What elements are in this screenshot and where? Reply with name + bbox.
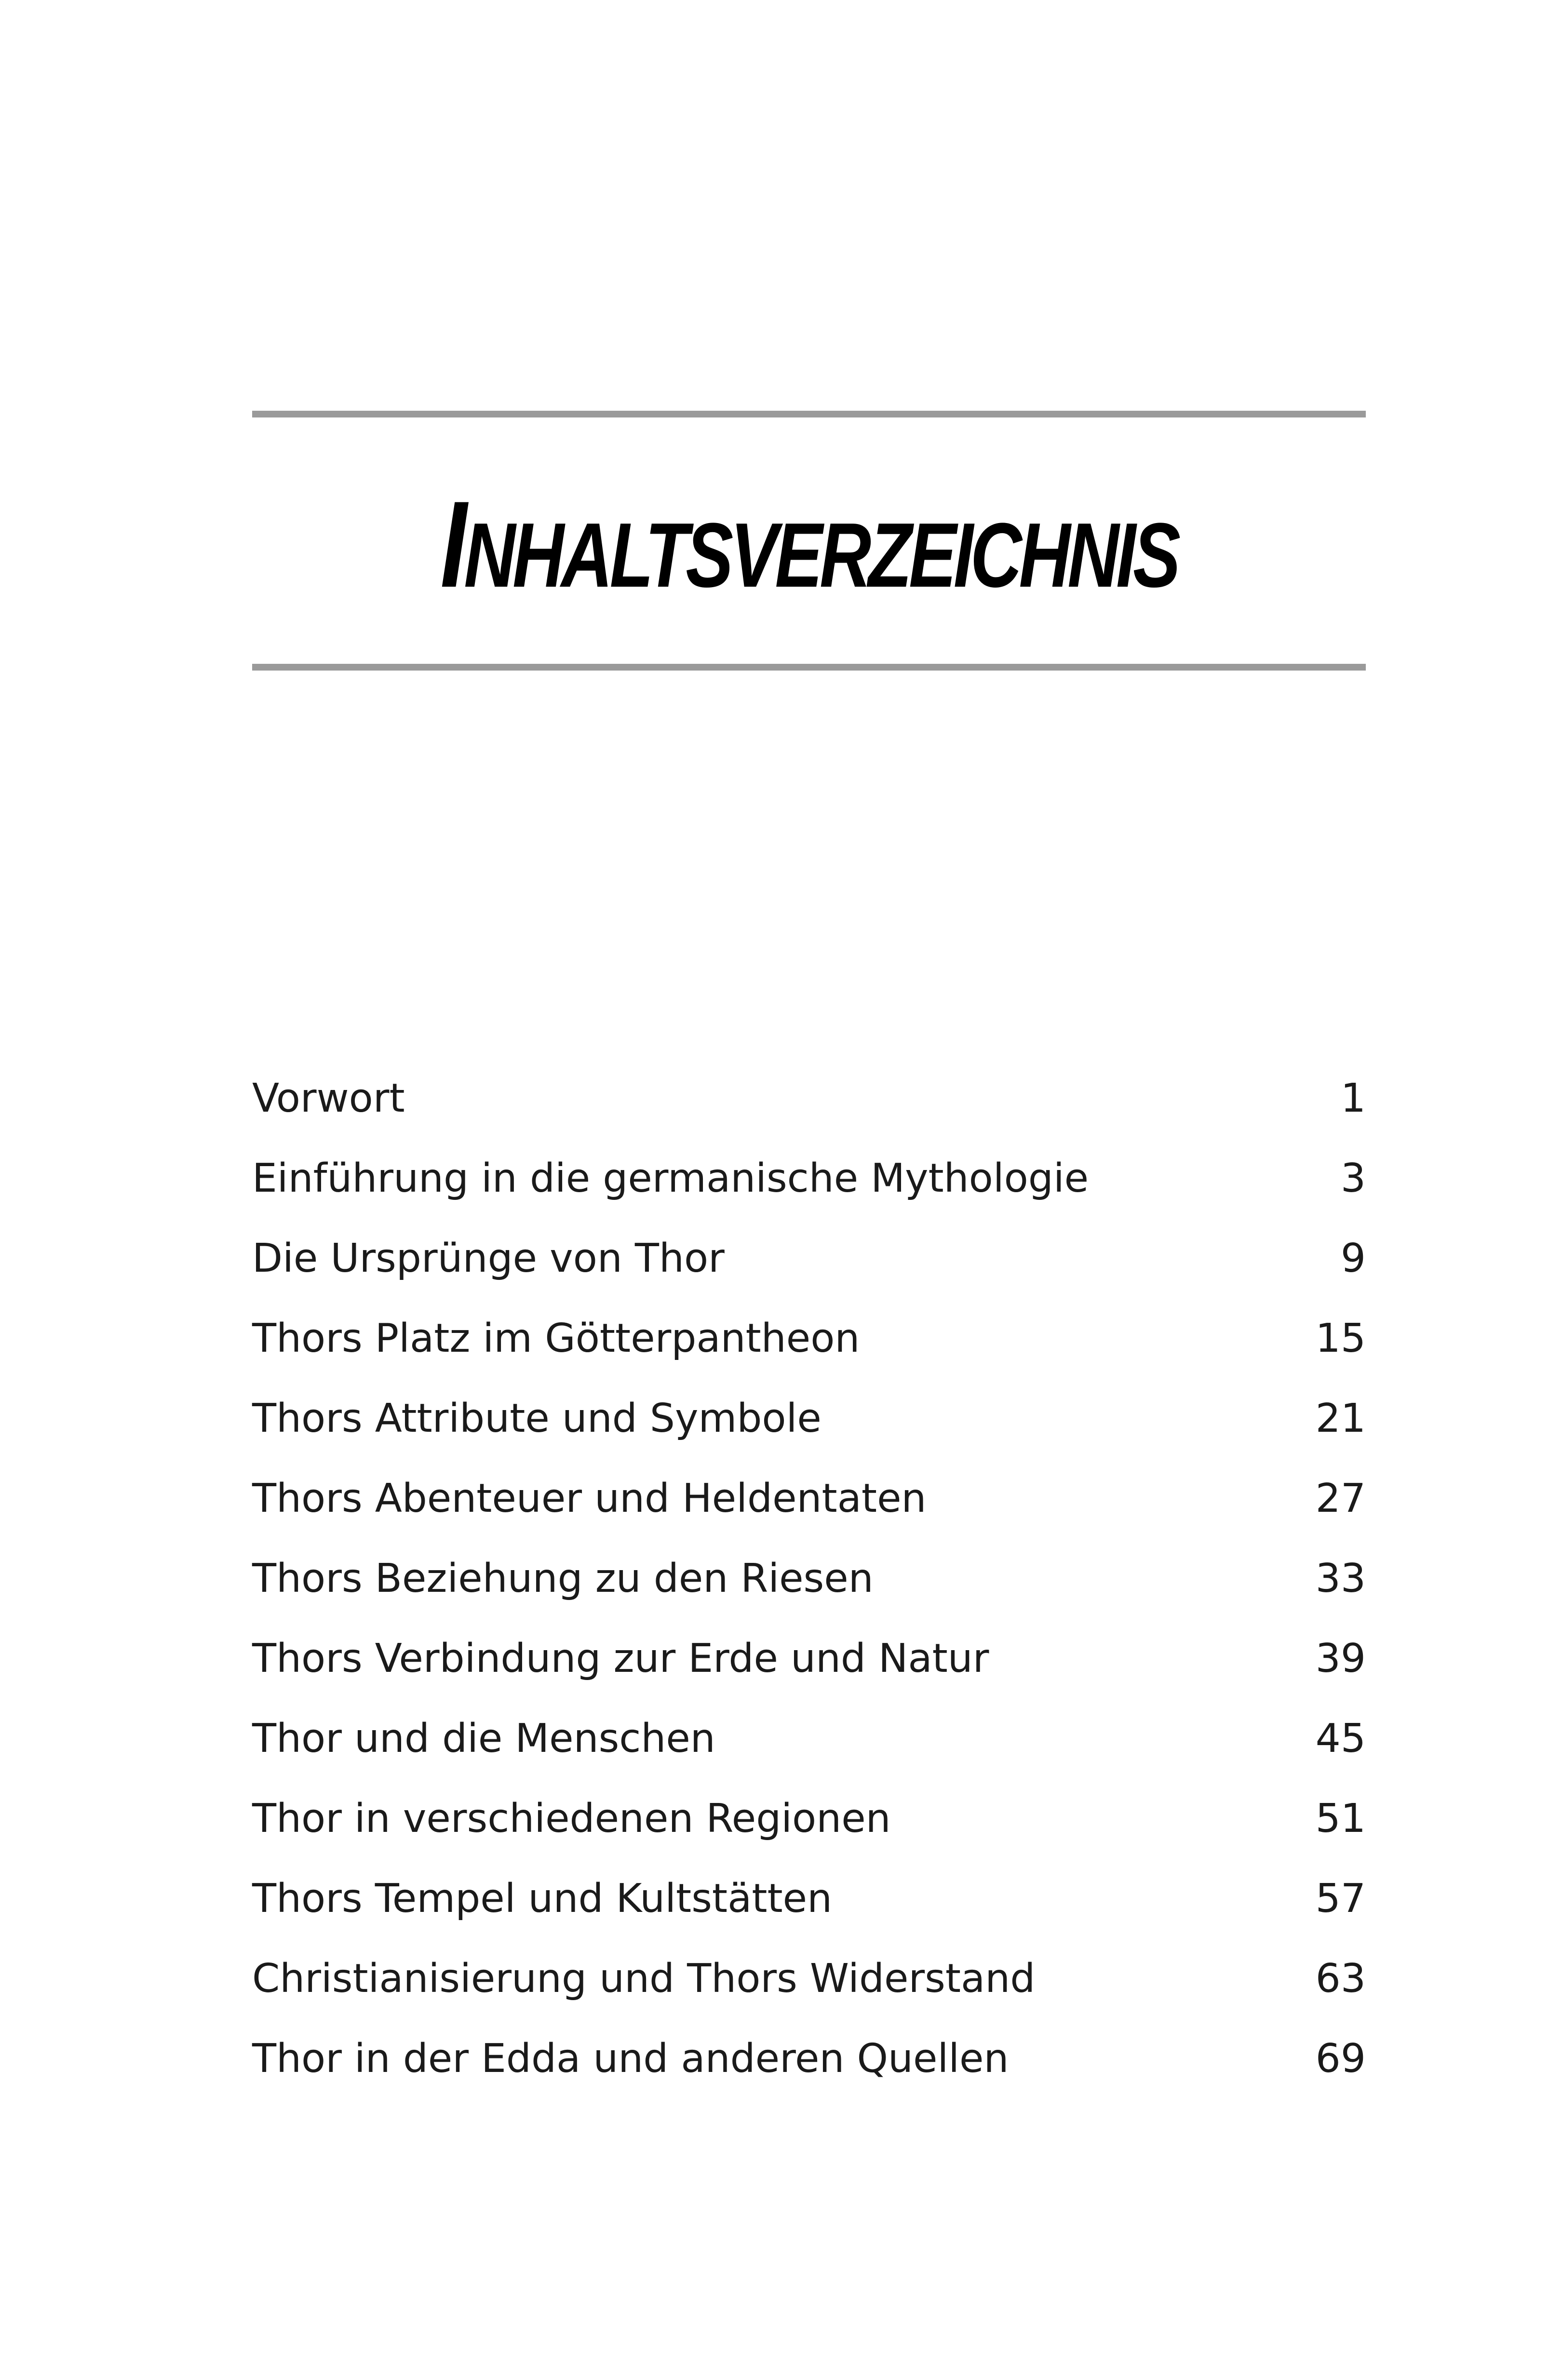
toc-entry-riesen	[252, 1538, 1366, 1618]
toc-entry-page: 15	[1315, 1315, 1366, 1361]
title-rest: NHALTSVERZEICHNIS	[464, 504, 1178, 606]
toc-entry-urspruenge	[252, 1218, 1366, 1298]
toc-entry-einfuehrung	[252, 1138, 1366, 1218]
toc-entry-christianisierung	[252, 1938, 1366, 2018]
toc-entry-goetterpantheon	[252, 1298, 1366, 1378]
toc-entry-erde-natur	[252, 1618, 1366, 1698]
toc-entry-page: 1	[1340, 1075, 1366, 1121]
toc-entry-title: Thors Abenteuer und Heldentaten	[252, 1475, 927, 1521]
toc-entry-page: 39	[1315, 1635, 1366, 1681]
toc-entry-title: Einführung in die germanische Mythologie	[252, 1155, 1089, 1201]
title-initial: I	[440, 476, 464, 613]
toc-entry-tempel	[252, 1858, 1366, 1938]
toc-entry-page: 45	[1315, 1715, 1366, 1761]
toc-entry-attribute	[252, 1378, 1366, 1458]
toc-entry-page: 9	[1340, 1235, 1366, 1281]
toc-entry-page: 63	[1315, 1955, 1366, 2002]
toc-entry-regionen	[252, 1778, 1366, 1858]
toc-entry-title: Thor in der Edda und anderen Quellen	[252, 2035, 1009, 2082]
toc-entry-title: Christianisierung und Thors Widerstand	[252, 1955, 1036, 2002]
toc-entry-vorwort	[252, 1058, 1366, 1138]
toc-entry-title: Thors Beziehung zu den Riesen	[252, 1555, 874, 1601]
toc-entry-title: Thors Tempel und Kultstätten	[252, 1875, 833, 1922]
toc-entry-title: Thor in verschiedenen Regionen	[252, 1795, 891, 1842]
toc-entry-title: Thor und die Menschen	[252, 1715, 715, 1761]
toc-entry-title: Thors Attribute und Symbole	[252, 1395, 822, 1441]
toc-entry-page: 69	[1315, 2035, 1366, 2082]
table-of-contents	[252, 1058, 1366, 2098]
toc-entry-title: Thors Verbindung zur Erde und Natur	[252, 1635, 989, 1681]
toc-entry-title: Die Ursprünge von Thor	[252, 1235, 725, 1281]
toc-entry-edda	[252, 2018, 1366, 2098]
toc-entry-menschen	[252, 1698, 1366, 1778]
toc-entry-page: 21	[1315, 1395, 1366, 1441]
top-divider	[252, 411, 1366, 417]
page-title	[375, 476, 1243, 613]
toc-entry-title: Vorwort	[252, 1075, 405, 1121]
toc-entry-page: 3	[1340, 1155, 1366, 1201]
bottom-divider	[252, 664, 1366, 671]
toc-entry-page: 51	[1315, 1795, 1366, 1842]
toc-entry-abenteuer	[252, 1458, 1366, 1538]
toc-entry-page: 57	[1315, 1875, 1366, 1922]
toc-entry-page: 27	[1315, 1475, 1366, 1521]
toc-entry-title: Thors Platz im Götterpantheon	[252, 1315, 860, 1361]
toc-entry-page: 33	[1315, 1555, 1366, 1601]
